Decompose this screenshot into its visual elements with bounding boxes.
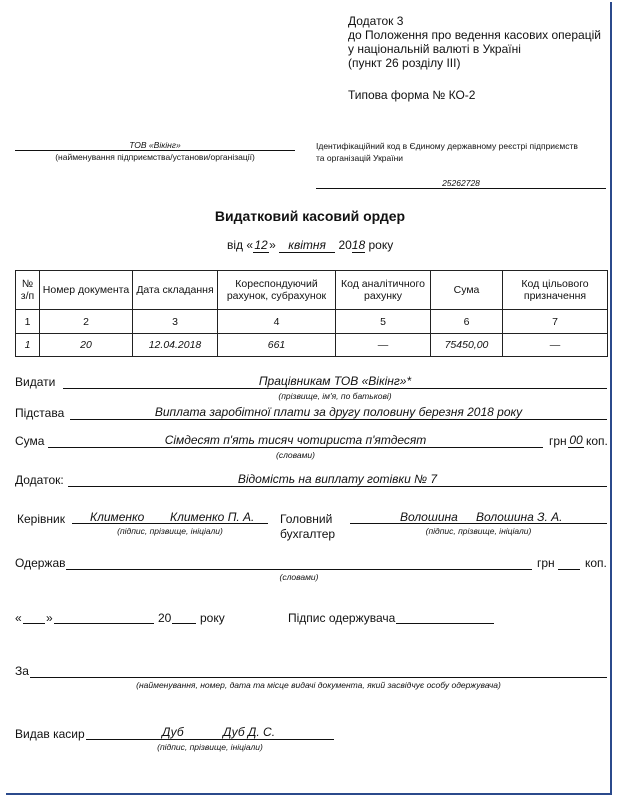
issue-value: Працівникам ТОВ «Вікінг»* <box>258 374 412 388</box>
date-month: квітня <box>279 238 335 253</box>
document-title: Видатковий касовий ордер <box>214 208 406 224</box>
table-cell: 3 <box>133 310 218 334</box>
id-code-label-2: та організацій України <box>316 153 404 163</box>
order-table <box>15 270 608 357</box>
date-year-prefix: 20 <box>338 238 352 252</box>
cashier-name: Дуб Д. С. <box>223 725 276 739</box>
table-cell: 661 <box>218 334 336 357</box>
sum-label: Сума <box>15 434 45 448</box>
director-label: Керівник <box>17 512 65 526</box>
basis-label: Підстава <box>15 406 65 420</box>
header-line-3: у національній валюті в Україні <box>348 42 521 56</box>
table-cell: 4 <box>218 310 336 334</box>
table-header-cell: № з/п <box>16 271 40 310</box>
receipt-year-suffix: року <box>200 611 225 625</box>
sum-kop: коп. <box>586 434 608 448</box>
cashier-signature: Дуб <box>162 725 184 739</box>
receipt-date-close: » <box>46 611 53 625</box>
sum-words-value: Сімдесят п'ять тисяч чотириста п'ятдесят <box>164 433 427 447</box>
table-header-cell: Кореспондуючий рахунок, субрахунок <box>218 271 336 310</box>
chief-accountant-label-1: Головний <box>280 512 333 526</box>
date-suffix: року <box>368 238 394 252</box>
date-prefix: від « <box>227 238 254 252</box>
table-number-row <box>16 310 608 334</box>
receipt-year-prefix: 20 <box>158 611 172 625</box>
basis-value: Виплата заробітної плати за другу половину березня 2018 року <box>154 405 523 419</box>
chief-accountant-signature: Волошина <box>400 510 458 524</box>
table-cell: 75450,00 <box>431 334 503 357</box>
recipient-signature-label: Підпис одержувача <box>288 611 396 625</box>
organization-name: ТОВ «Вікінг» <box>129 140 181 150</box>
table-header-row <box>16 271 608 310</box>
header-line-1: Додаток 3 <box>348 14 404 28</box>
attachment-label: Додаток: <box>15 473 64 487</box>
director-signature: Клименко <box>90 510 145 524</box>
sum-caption: (словами) <box>276 450 315 460</box>
form-type: Типова форма № КО-2 <box>348 88 476 102</box>
date-sep: » <box>269 238 276 252</box>
director-name: Клименко П. А. <box>170 510 255 524</box>
table-header-cell: Код аналітичного рахунку <box>336 271 431 310</box>
header-line-2: до Положення про ведення касових операцій <box>348 28 601 42</box>
organization-caption: (найменування підприємства/установи/організації) <box>55 152 255 162</box>
table-cell: — <box>336 334 431 357</box>
table-cell: 5 <box>336 310 431 334</box>
chief-accountant-name: Волошина З. А. <box>476 510 563 524</box>
attachment-value: Відомість на виплату готівки № 7 <box>237 472 438 486</box>
issue-label: Видати <box>15 375 56 389</box>
issue-caption: (прізвище, ім'я, по батькові) <box>278 391 392 401</box>
received-caption: (словами) <box>279 572 319 582</box>
received-label: Одержав <box>15 556 66 570</box>
regulation-header <box>348 14 601 70</box>
header-line-4: (пункт 26 розділу ІІІ) <box>348 56 461 70</box>
table-cell: 1 <box>16 334 40 357</box>
receipt-date-open: « <box>15 611 22 625</box>
table-header-cell: Дата складання <box>133 271 218 310</box>
document-basis-label: За <box>15 664 29 678</box>
cashier-label: Видав касир <box>15 727 85 741</box>
chief-accountant-label-2: бухгалтер <box>280 527 336 541</box>
table-cell: 2 <box>40 310 133 334</box>
sum-grn: грн <box>549 434 567 448</box>
chief-accountant-caption: (підпис, прізвище, ініціали) <box>425 526 532 536</box>
date-day: 12 <box>254 238 268 252</box>
cashier-caption: (підпис, прізвище, ініціали) <box>157 742 263 752</box>
table-cell: 12.04.2018 <box>133 334 218 357</box>
sum-kop-value: 00 <box>569 433 583 447</box>
document-basis-caption: (найменування, номер, дата та місце видачі документа, який засвідчує особу одержувача) <box>136 680 501 690</box>
date-year: 18 <box>351 238 366 252</box>
table-row <box>16 334 608 357</box>
table-cell: 6 <box>431 310 503 334</box>
table-cell: 1 <box>16 310 40 334</box>
document-date <box>227 238 427 253</box>
table-cell: — <box>503 334 608 357</box>
table-header-cell: Сума <box>431 271 503 310</box>
received-grn: грн <box>537 556 555 570</box>
received-kop: коп. <box>585 556 607 570</box>
table-header-cell: Код цільового призначення <box>503 271 608 310</box>
id-code-value: 25262728 <box>442 178 480 188</box>
table-cell: 20 <box>40 334 133 357</box>
id-code-label-1: Ідентифікаційний код в Єдиному державному реєстрі підприємств <box>316 141 578 151</box>
table-header-cell: Номер документа <box>40 271 133 310</box>
director-caption: (підпис, прізвище, ініціали) <box>117 526 223 536</box>
table-cell: 7 <box>503 310 608 334</box>
